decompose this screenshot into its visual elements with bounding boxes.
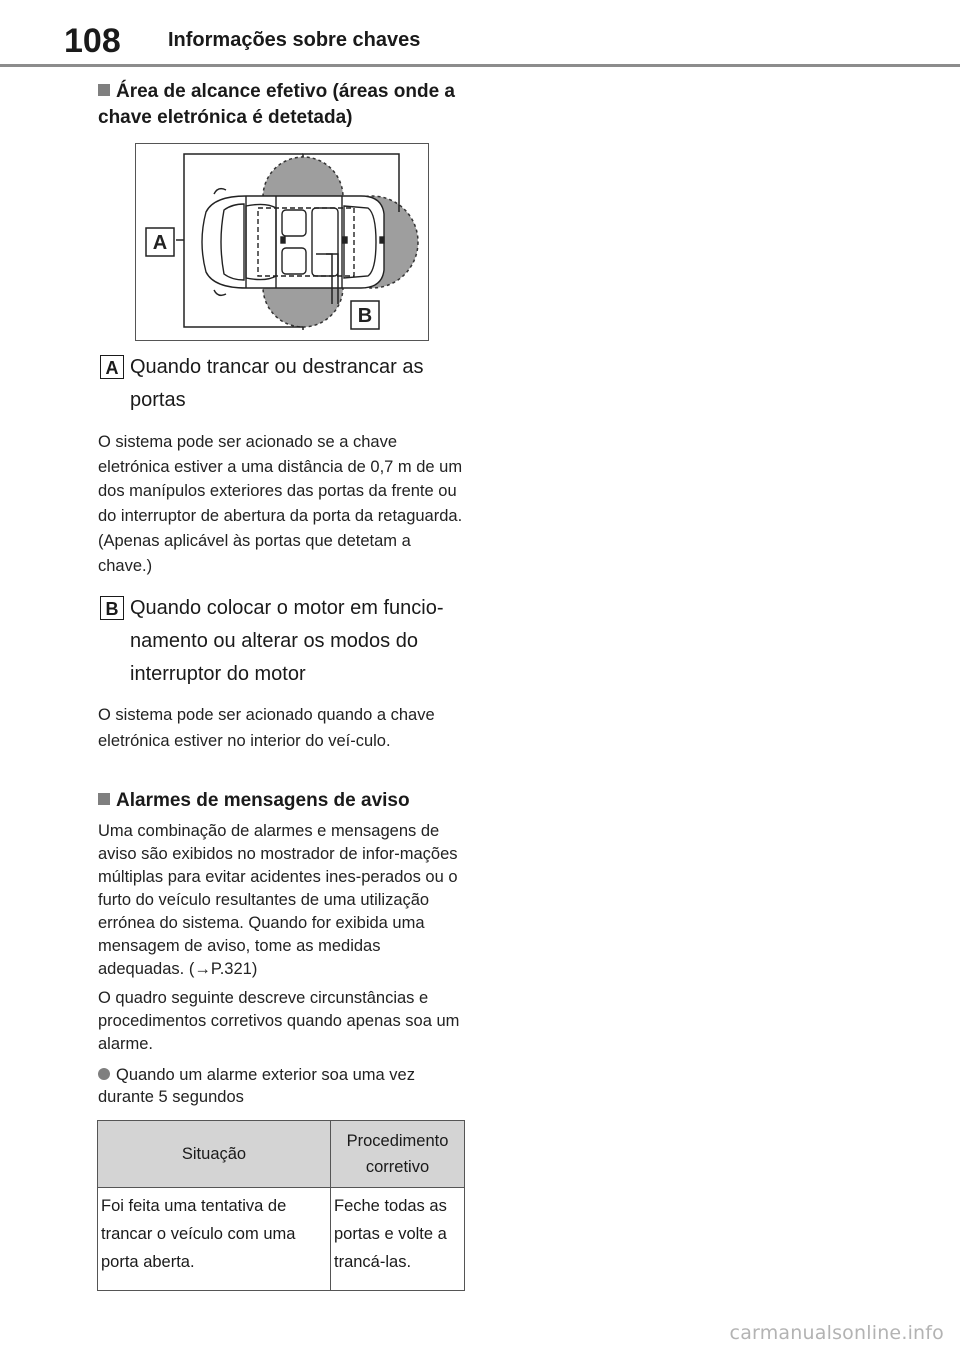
watermark: carmanualsonline.info [729,1322,944,1344]
detection-range-diagram [135,143,429,341]
callout-a-badge: A [100,355,124,379]
square-bullet-icon [98,84,110,96]
section-heading-text: Alarmes de mensagens de aviso [116,790,410,811]
table-cell-situation: Foi feita uma tentativa de trancar o veículo com uma porta aberta. [98,1188,331,1291]
figure-label-a: A [152,232,168,254]
section-heading-text: Área de alcance efetivo (áreas onde a chave eletrónica é detetada) [98,81,455,128]
table-header-procedure: Procedimento corretivo [331,1121,465,1188]
bullet-text: Quando um alarme exterior soa uma vez durante 5 segundos [98,1066,415,1106]
square-bullet-icon [98,793,110,805]
table-cell-procedure: Feche todas as portas e volte a trancá-las. [331,1188,465,1291]
figure-label-b: B [357,305,373,327]
section-heading-warning-alarms [98,788,478,814]
header-divider [0,64,960,67]
section-heading-effective-range [98,79,478,131]
warning-alarms-paragraph: Uma combinação de alarmes e mensagens de aviso são exibidos no mostrador de infor-mações múltiplas para evitar acidentes ines-perados ou o furto do veículo resultantes de uma utilização errónea do sistema. Quando for exibida uma mensagem de aviso, tome as medidas adequadas. (→P.321) [98,822,458,978]
table-row [98,1188,465,1291]
callout-a-text: Quando trancar ou destrancar as portas [130,356,424,411]
car-outline-icon [202,189,384,296]
car-top-view-illustration [136,144,428,340]
round-bullet-icon [98,1068,110,1080]
callout-b-description: O sistema pode ser acionado quando a chave eletrónica estiver no interior do veí-culo. [98,706,435,750]
page-header-title: Informações sobre chaves [168,29,421,51]
callout-a-description: O sistema pode ser acionado se a chave eletrónica estiver a uma distância de 0,7 m de um dos manípulos exteriores das portas da frente ou do interruptor de abertura da porta da retaguarda. (Apenas aplicável às portas que detetam a chave.) [98,433,463,575]
alarm-table [97,1120,465,1291]
table-header-situation: Situação [98,1121,331,1188]
bullet-exterior-alarm [98,1064,468,1108]
table-header-row [98,1121,465,1188]
page-number: 108 [64,22,121,60]
callout-a [98,351,468,421]
callout-b-badge: B [100,596,124,620]
callout-b [98,592,468,692]
table-intro-paragraph: O quadro seguinte descreve circunstâncias e procedimentos corretivos quando apenas soa um alarme. [98,989,460,1053]
callout-b-text: Quando colocar o motor em funcio-namento ou alterar os modos do interruptor do motor [130,597,444,685]
